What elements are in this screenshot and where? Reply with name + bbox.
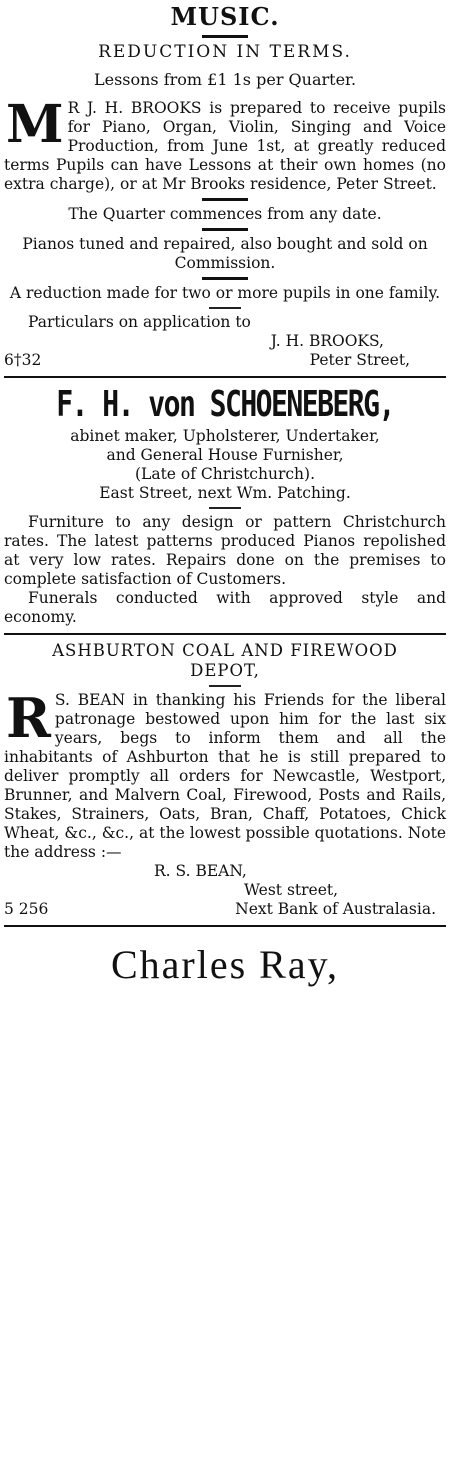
ray-advertisement [4,941,446,988]
ad-reference: 5 256 [4,900,49,918]
divider [202,277,248,280]
pianos-line: Pianos tuned and repaired, also bought and sold on Commission. [22,235,428,272]
column-rule [4,633,446,635]
signature-row [4,351,446,370]
divider [209,507,241,509]
particulars-line: Particulars on application to [28,313,251,331]
divider [202,198,248,201]
body-text: S. BEAN in thanking his Friends for the liberal patronage bestowed upon him for the last six years, begs to inform them and all the inhabitants of Ashburton that he is still prepared to deliver promptly all orders for Newcastle, Westport, Brunner, and Malvern Coal, Firewood, Posts and Rails, Stakes, Strainers, Oats, Bran, Chaff, Potatoes, Chick Wheat, &c., &c., at the lowest possible quotations. Note the address :— [4,691,446,861]
body-text: Furniture to any design or pattern Christchurch rates. The latest patterns produced Pianos repolished at very low rates. Repairs done on the premises to complete satisfaction of Customers. [4,513,446,588]
signature-street: Peter Street, [309,351,410,369]
signature-row [4,900,446,919]
column-rule [4,376,446,378]
signature-name: R. S. BEAN, [154,862,247,880]
quarter-line: The Quarter commences from any date. [68,205,382,223]
ad-body [4,94,446,194]
business-name: Charles Ray, [110,942,340,987]
divider [209,685,241,687]
funerals-line: Funerals conducted with approved style and economy. [4,589,446,626]
trade-line: and General House Furnisher, [106,446,344,464]
body-text: R J. H. BROOKS is prepared to receive pupils for Piano, Organ, Violin, Singing and Voice Production, from June 1st, at greatly reduced terms Pupils can have Lessons at their own homes (no extra charge), or at Mr Brooks residence, Peter Street. [4,99,446,193]
signature-street: West street, [244,881,339,899]
divider [202,228,248,231]
trade-line: abinet maker, Upholsterer, Undertaker, [70,427,380,445]
music-advertisement [4,2,446,370]
ad-title: MUSIC. [170,2,280,31]
ad-subtitle: REDUCTION IN TERMS. [98,42,352,62]
lessons-line: Lessons from £1 1s per Quarter. [93,70,357,89]
business-name: F. H. von SCHOENEBERG, [56,384,394,425]
drop-cap: M [6,94,64,155]
reduction-line: A reduction made for two or more pupils in one family. [9,284,441,302]
divider [209,307,241,309]
signature-location: Next Bank of Australasia. [235,900,436,918]
ad-heading: ASHBURTON COAL AND FIREWOOD [52,641,398,660]
divider [202,35,248,38]
ad-reference: 6†32 [4,351,42,369]
drop-cap: R [6,686,51,750]
newspaper-column [0,2,450,1467]
bean-advertisement [4,641,446,919]
ad-heading: DEPOT, [190,661,260,680]
ad-body [4,686,446,862]
address-line: East Street, next Wm. Patching. [99,484,351,502]
signature-name: J. H. BROOKS, [270,332,384,350]
trade-line: (Late of Christchurch). [135,465,315,483]
column-rule [4,925,446,927]
schoeneberg-advertisement [4,384,446,627]
